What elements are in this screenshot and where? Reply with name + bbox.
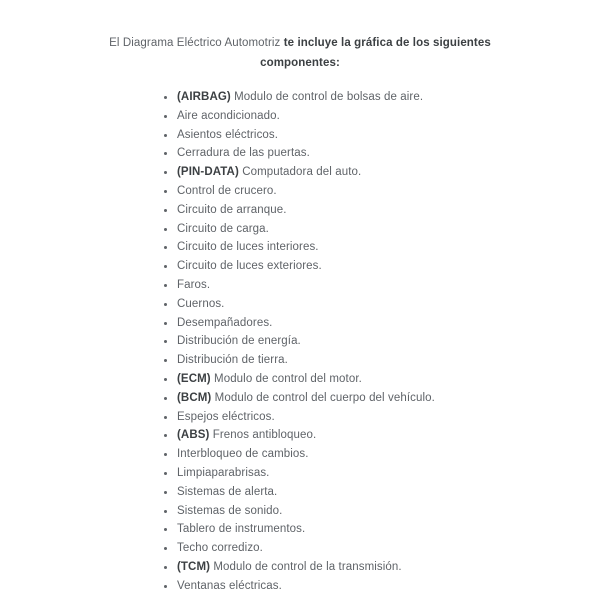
- component-label: Circuito de luces exteriores.: [177, 260, 322, 273]
- component-label: Asientos eléctricos.: [177, 128, 279, 141]
- page-title: [0, 33, 600, 73]
- list-item: [163, 257, 600, 276]
- list-item: [163, 88, 600, 107]
- list-item: [163, 426, 600, 445]
- component-label: Control de crucero.: [177, 184, 277, 197]
- list-item: [163, 445, 600, 464]
- component-label: Circuito de carga.: [177, 222, 269, 235]
- component-label: Modulo de control del cuerpo del vehículo.: [214, 391, 435, 404]
- component-label: Cuernos.: [177, 297, 225, 310]
- components-list: [163, 88, 600, 596]
- list-item: [163, 126, 600, 145]
- component-label: Aire acondicionado.: [177, 109, 280, 122]
- list-item: [163, 107, 600, 126]
- component-label: Interbloqueo de cambios.: [177, 448, 309, 461]
- list-item: [163, 558, 600, 577]
- list-item: [163, 502, 600, 521]
- component-acronym: (ABS): [177, 429, 213, 442]
- component-acronym: (PIN-DATA): [177, 166, 243, 179]
- list-item: [163, 351, 600, 370]
- title-bold-line2: componentes:: [260, 57, 340, 69]
- component-label: Distribución de energía.: [177, 335, 301, 348]
- list-item: [163, 389, 600, 408]
- list-item: [163, 464, 600, 483]
- list-item: [163, 220, 600, 239]
- component-label: Tablero de instrumentos.: [177, 523, 306, 536]
- title-regular: El Diagrama Eléctrico Automotriz: [109, 37, 281, 49]
- component-label: Frenos antibloqueo.: [212, 429, 317, 442]
- component-label: Limpiaparabrisas.: [177, 466, 270, 479]
- list-item: [163, 163, 600, 182]
- component-label: Modulo de control de bolsas de aire.: [234, 91, 424, 103]
- list-item: [163, 577, 600, 596]
- list-item: [163, 332, 600, 351]
- list-item: [163, 370, 600, 389]
- list-item: [163, 182, 600, 201]
- component-label: Distribución de tierra.: [177, 354, 288, 367]
- component-acronym: (ECM): [177, 372, 215, 385]
- list-item: [163, 314, 600, 333]
- component-label: Ventanas eléctricas.: [177, 579, 282, 592]
- list-item: [163, 201, 600, 220]
- component-label: Sistemas de sonido.: [177, 504, 283, 517]
- list-item: [163, 408, 600, 427]
- component-label: Faros.: [177, 278, 211, 291]
- component-acronym: (TCM): [177, 560, 214, 573]
- list-item: [163, 295, 600, 314]
- list-item: [163, 483, 600, 502]
- list-item: [163, 520, 600, 539]
- list-item: [163, 539, 600, 558]
- component-label: Espejos eléctricos.: [177, 410, 275, 423]
- component-acronym: (AIRBAG): [177, 91, 235, 103]
- component-label: Circuito de arranque.: [177, 203, 287, 216]
- component-label: Computadora del auto.: [242, 166, 362, 179]
- component-label: Cerradura de las puertas.: [177, 147, 310, 160]
- list-item: [163, 276, 600, 295]
- component-label: Desempañadores.: [177, 316, 273, 329]
- component-label: Modulo de control del motor.: [214, 372, 362, 385]
- component-label: Circuito de luces interiores.: [177, 241, 319, 254]
- component-label: Sistemas de alerta.: [177, 485, 278, 498]
- list-item: [163, 144, 600, 163]
- component-acronym: (BCM): [177, 391, 215, 404]
- title-bold-line1: te incluye la gráfica de los siguientes: [283, 37, 491, 49]
- component-label: Modulo de control de la transmisión.: [213, 560, 402, 573]
- list-item: [163, 238, 600, 257]
- component-label: Techo corredizo.: [177, 542, 263, 555]
